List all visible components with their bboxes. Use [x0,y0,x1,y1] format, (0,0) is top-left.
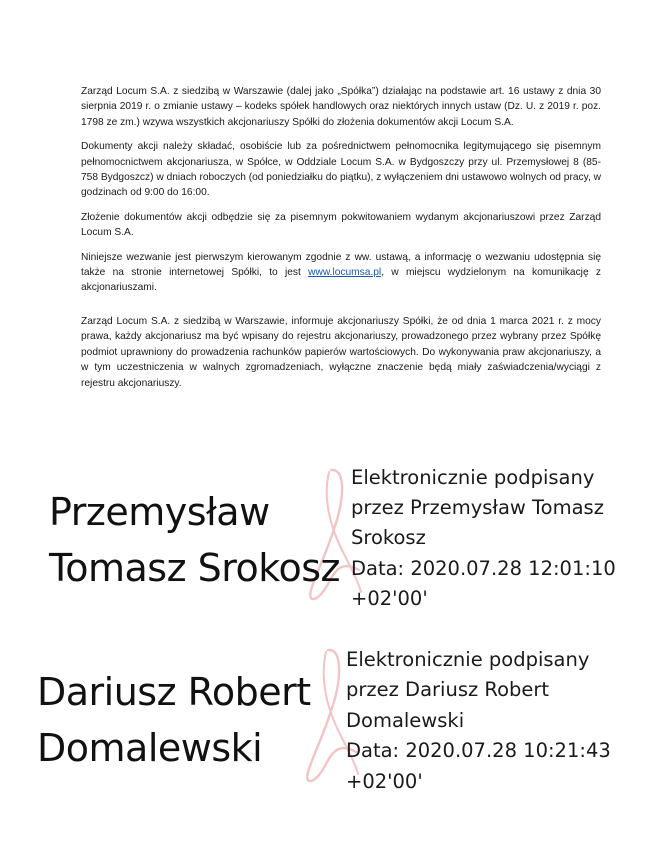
website-info-text-after: , w miejscu wydzielonym na komunikację z akcjonariuszami. [81,267,601,294]
signer-name-line-1: Przemysław [49,490,270,534]
paragraph-shareholder-register: Zarząd Locum S.A. z siedzibą w Warszawie, informuje akcjonariuszy Spółki, że od dnia 1 marca 2021 r. z mocy prawa, każdy akcjonariusz ma być wpisany do rejestru akcjonariuszy, prowadzonego przez wybrany przez Spółkę podmiot uprawniony do prowadzenia rachunków papierów wartościowych. Do wykonywania praw akcjonariuszy, a w tym uczestniczenia w walnych zgromadzeniach, wyłączne znaczenie będą miały zaświadczenia/wyciągi z rejestru akcjonariuszy. [81,315,601,389]
paragraph-receipt: Złożenie dokumentów akcji odbędzie się za pisemnym pokwitowaniem wydanym akcjonariuszowi przez Zarząd Locum S.A. [81,211,601,239]
signature-block-2 [0,640,646,810]
signature-detail-line-2: przez Przemysław Tomasz [351,496,604,519]
paragraph-summons: Zarząd Locum S.A. z siedzibą w Warszawie (dalej jako „Spółka”) działając na podstawie art. 16 ustawy z dnia 30 sierpnia 2019 r. o zmianie ustawy – kodeks spółek handlowych oraz niektórych innych ustaw (Dz. U. z 2019 r. poz. 1798 ze zm.) wzywa wszystkich akcjonariuszy Spółki do złożenia dokumentów akcji Locum S.A. [81,86,601,128]
signer-name-line-2: Domalewski [37,726,263,770]
paragraph-submission-place: Dokumenty akcji należy składać, osobiście lub za pośrednictwem pełnomocnika legitymującego się pisemnym pełnomocnictwem akcjonariusza, w Spółce, w Oddziale Locum S.A. w Bydgoszczy przy ul. Przemysłowej 8 (85-758 Bydgoszcz) w dniach roboczych (od poniedziałku do piątku), z wyłączeniem dni ustawowo wolnych od pracy, w godzinach od 9:00 do 16:00. [81,141,601,199]
signer-name-line-1: Dariusz Robert [37,670,311,714]
signature-detail-line-5: +02'00' [351,587,428,610]
signer-name-line-2: Tomasz Srokosz [49,546,340,590]
notice-body [81,84,601,400]
signature-detail-line-3: Srokosz [351,526,426,549]
signature-detail-line-5: +02'00' [346,770,423,793]
website-info-text-before: Niniejsze wezwanie jest pierwszym kierowanym zgodnie z ww. ustawą, a informację o wezwaniu udostępnia się także na stronie internetowej Spółki, to jest [81,251,601,279]
signature-detail-line-2: przez Dariusz Robert [346,678,550,701]
paragraph-website-info [81,250,601,296]
company-website-link[interactable]: www.locumsa.pl [308,267,382,279]
signature-detail-line-1: Elektronicznie podpisany [351,466,595,489]
signature-detail-line-4: Data: 2020.07.28 10:21:43 [346,739,611,762]
signature-detail-line-3: Domalewski [346,709,465,732]
signature-detail-line-1: Elektronicznie podpisany [346,648,590,671]
signature-detail-line-4: Data: 2020.07.28 12:01:10 [351,557,616,580]
signature-block-1 [0,460,646,620]
